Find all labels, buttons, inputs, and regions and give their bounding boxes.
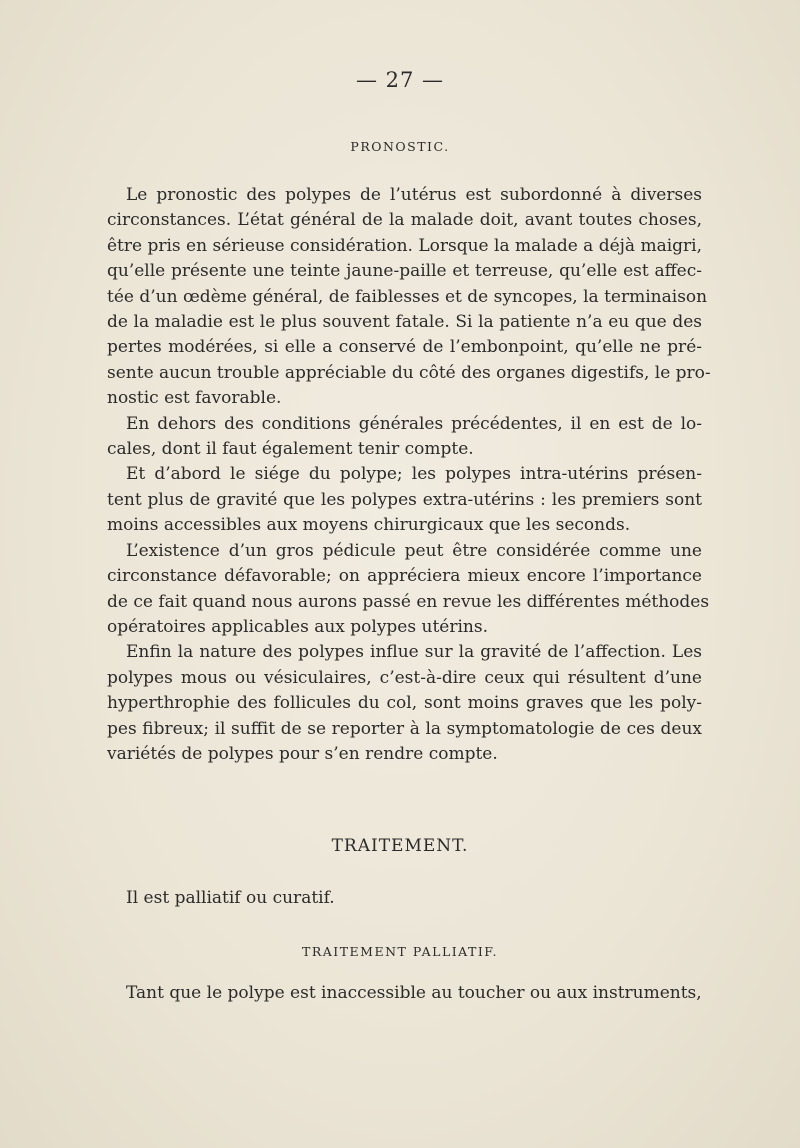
text-line: de ce fait quand nous aurons passé en revue les différentes méthodes	[107, 591, 710, 612]
text-line: moins accessibles aux moyens chirurgicaux que les seconds.	[107, 515, 631, 536]
text-line: qu’elle présente une teinte jaune-paille et terreuse, qu’elle est affec-	[107, 261, 702, 282]
text-line: pertes modérées, si elle a conservé de l’embonpoint, qu’elle ne pré-	[107, 337, 702, 358]
section-title-palliatif: TRAITEMENT PALLIATIF.	[302, 944, 498, 959]
text-line: Enfin la nature des polypes influe sur la gravité de l’affection. Les	[126, 642, 702, 663]
text-line: pes fibreux; il suffit de se reporter à la symptomatologie de ces deux	[107, 718, 702, 739]
text-line: de la maladie est le plus souvent fatale. Si la patiente n’a eu que des	[107, 312, 702, 333]
text-line: variétés de polypes pour s’en rendre compte.	[107, 743, 498, 764]
text-line: sente aucun trouble appréciable du côté des organes digestifs, le pro-	[107, 362, 711, 383]
text-line: En dehors des conditions générales précédentes, il en est de lo-	[126, 413, 702, 434]
text-line: tée d’un œdème général, de faiblesses et de syncopes, la terminaison	[107, 286, 708, 307]
text-line: être pris en sérieuse considération. Lorsque la malade a déjà maigri,	[107, 235, 702, 256]
text-line: opératoires applicables aux polypes utérins.	[107, 616, 488, 637]
text-line: tent plus de gravité que les polypes extra-utérins : les premiers sont	[107, 489, 702, 510]
text-line: Le pronostic des polypes de l’utérus est subordonné à diverses	[126, 185, 702, 205]
text-line: cales, dont il faut également tenir compte.	[107, 439, 474, 460]
text-line: nostic est favorable.	[107, 388, 282, 409]
section-title-pronostic: PRONOSTIC.	[350, 139, 450, 154]
text-line: circonstance défavorable; on appréciera mieux encore l’importance	[107, 566, 702, 587]
section-title-traitement: TRAITEMENT.	[331, 836, 469, 856]
traitement-intro: Il est palliatif ou curatif.	[126, 888, 335, 908]
pronostic-text	[107, 183, 711, 767]
text-line: Et d’abord le siége du polype; les polypes intra-utérins présen-	[126, 464, 702, 485]
palliatif-first-line: Tant que le polype est inaccessible au toucher ou aux instruments,	[126, 983, 702, 1003]
text-line: L’existence d’un gros pédicule peut être considérée comme une	[126, 540, 702, 561]
page-number: — 27 —	[355, 68, 445, 92]
text-line: circonstances. L’état général de la malade doit, avant toutes choses,	[107, 210, 702, 231]
text-line: polypes mous ou vésiculaires, c’est-à-dire ceux qui résultent d’une	[107, 667, 702, 688]
text-line: hyperthrophie des follicules du col, sont moins graves que les poly-	[107, 693, 702, 714]
